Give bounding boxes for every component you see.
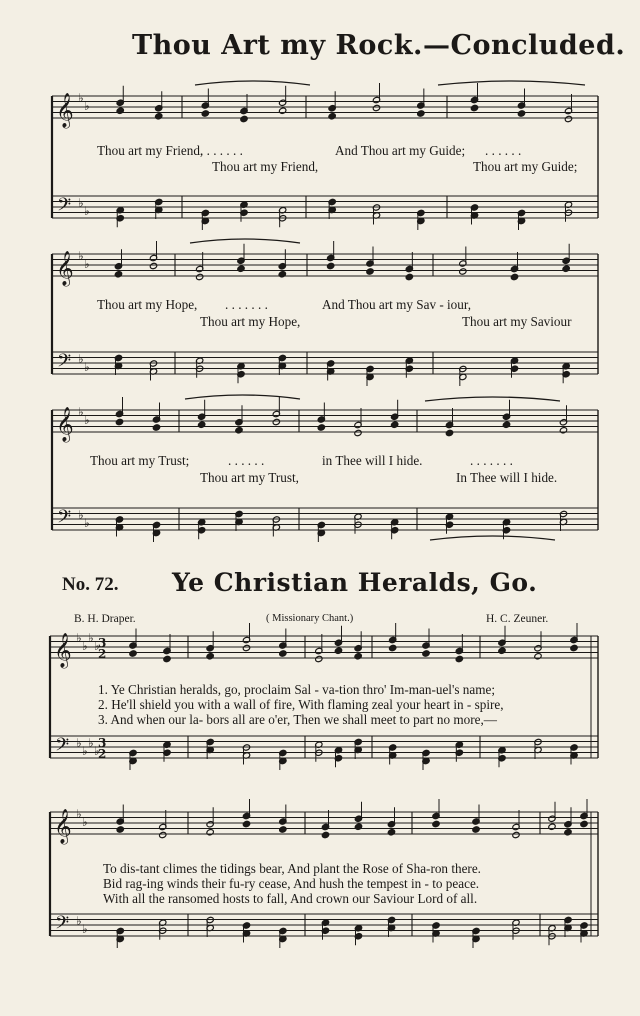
- verse-2-line-2: Bid rag-ing winds their fu-ry cease, And hush the tempest in - to peace.: [103, 876, 480, 891]
- lyric-line: in Thee will I hide.: [322, 453, 423, 468]
- composer-credit: H. C. Zeuner.: [486, 613, 549, 625]
- note-head: [152, 424, 160, 431]
- treble-clef: 𝄞: [56, 251, 74, 286]
- flat-sign: ♭: [76, 914, 82, 928]
- hymn-number: No. 72.: [62, 574, 119, 595]
- note-head: [242, 644, 250, 651]
- note-head: [240, 115, 248, 122]
- lyric-line: . . . . . . .: [470, 453, 513, 468]
- note-head: [155, 113, 163, 120]
- slur: [425, 397, 560, 401]
- author-credit: B. H. Draper.: [74, 613, 136, 625]
- time-signature: 3: [98, 736, 107, 750]
- page-title: Thou Art my Rock.—Concluded.: [132, 30, 626, 61]
- note-head: [564, 115, 572, 122]
- lyric-line: Thou art my Friend,: [97, 143, 204, 158]
- note-head: [459, 268, 467, 275]
- note-head: [570, 644, 578, 651]
- slur: [185, 395, 300, 399]
- slur: [190, 239, 300, 243]
- note-head: [432, 820, 440, 827]
- note-head: [517, 110, 525, 117]
- note-head: [196, 273, 204, 280]
- flat-sign: ♭: [84, 204, 90, 218]
- verse-3-line-2: With all the ransomed hosts to fall, And crown our Saviour Lord of all.: [103, 891, 478, 906]
- treble-clef: 𝄞: [56, 407, 74, 442]
- verse-3-line-1: 3. And when our la- bors all are o'er, Then we shall meet to part no more,—: [98, 712, 497, 727]
- note-head: [279, 826, 287, 833]
- bass-clef: 𝄢: [57, 351, 72, 376]
- flat-sign: ♭: [82, 639, 88, 653]
- flat-sign: ♭: [78, 508, 84, 522]
- note-head: [455, 655, 463, 662]
- verse-1-line-1: 1. Ye Christian heralds, go, proclaim Sal - va-tion thro' Im-man-uel's name;: [98, 682, 496, 697]
- flat-sign: ♭: [76, 736, 82, 750]
- note-head: [115, 418, 123, 425]
- slur: [195, 81, 310, 85]
- bass-clef: 𝄢: [57, 195, 72, 220]
- note-head: [116, 107, 124, 114]
- note-head: [472, 826, 480, 833]
- lyric-line: And Thou art my Guide;: [335, 143, 466, 158]
- note-head: [580, 820, 588, 827]
- note-head: [564, 829, 572, 836]
- lyric-line: . . . . . .: [485, 143, 522, 158]
- note-head: [206, 829, 214, 836]
- note-head: [422, 650, 430, 657]
- lyric-line: Thou art my Trust,: [200, 470, 299, 485]
- note-head: [206, 653, 214, 660]
- slur: [430, 536, 555, 540]
- treble-clef: 𝄞: [56, 93, 74, 128]
- bass-clef: 𝄢: [55, 735, 70, 760]
- verse-2-line-1: 2. He'll shield you with a wall of fire, With flaming zeal your heart in - spire,: [98, 697, 504, 712]
- flat-sign: ♭: [84, 257, 90, 271]
- flat-sign: ♭: [84, 516, 90, 530]
- note-head: [237, 265, 245, 272]
- note-head: [405, 273, 413, 280]
- bass-clef: 𝄢: [57, 507, 72, 532]
- note-head: [278, 271, 286, 278]
- flat-sign: ♭: [78, 352, 84, 366]
- lyric-line: Thou art my Trust;: [90, 453, 190, 468]
- note-head: [163, 655, 171, 662]
- flat-sign: ♭: [84, 360, 90, 374]
- slur: [438, 81, 585, 85]
- lyric-line: Thou art my Friend,: [212, 159, 319, 174]
- note-head: [366, 268, 374, 275]
- verse-1-line-2: To dis-tant climes the tidings bear, And plant the Rose of Sha-ron there.: [103, 861, 481, 876]
- note-head: [548, 823, 556, 830]
- lyric-line: Thou art my Hope,: [200, 314, 301, 329]
- treble-clef: 𝄞: [54, 809, 72, 844]
- note-head: [559, 427, 567, 434]
- note-head: [317, 424, 325, 431]
- note-head: [510, 273, 518, 280]
- time-signature: 2: [98, 747, 107, 761]
- lyric-line: Thou art my Hope,: [97, 297, 198, 312]
- lyric-line: In Thee will I hide.: [456, 470, 558, 485]
- time-signature: 3: [98, 636, 107, 650]
- note-head: [512, 831, 520, 838]
- flat-sign: ♭: [88, 631, 94, 645]
- note-head: [372, 104, 380, 111]
- note-head: [272, 418, 280, 425]
- lyric-line: . . . . . . .: [200, 143, 243, 158]
- note-head: [279, 650, 287, 657]
- flat-sign: ♭: [94, 639, 100, 653]
- tune-name: ( Missionary Chant.): [266, 613, 354, 624]
- note-head: [417, 110, 425, 117]
- note-head: [354, 429, 362, 436]
- note-head: [159, 831, 167, 838]
- flat-sign: ♭: [82, 744, 88, 758]
- note-head: [321, 831, 329, 838]
- note-head: [354, 823, 362, 830]
- flat-sign: ♭: [94, 744, 100, 758]
- note-head: [328, 113, 336, 120]
- note-head: [387, 829, 395, 836]
- note-head: [334, 647, 342, 654]
- note-head: [562, 265, 570, 272]
- note-head: [315, 655, 323, 662]
- flat-sign: ♭: [88, 736, 94, 750]
- note-head: [391, 421, 399, 428]
- flat-sign: ♭: [78, 91, 84, 105]
- note-head: [149, 262, 157, 269]
- flat-sign: ♭: [82, 815, 88, 829]
- note-head: [114, 271, 122, 278]
- lyric-line: . . . . . . .: [225, 297, 268, 312]
- lyric-line: And Thou art my Sav - iour,: [322, 297, 472, 312]
- flat-sign: ♭: [76, 631, 82, 645]
- note-head: [389, 644, 397, 651]
- note-head: [116, 826, 124, 833]
- note-head: [470, 104, 478, 111]
- flat-sign: ♭: [78, 196, 84, 210]
- flat-sign: ♭: [84, 99, 90, 113]
- note-head: [534, 653, 542, 660]
- lyric-line: . . . . . .: [228, 453, 265, 468]
- flat-sign: ♭: [82, 922, 88, 936]
- flat-sign: ♭: [78, 405, 84, 419]
- bass-clef: 𝄢: [55, 913, 70, 938]
- note-head: [279, 107, 287, 114]
- note-head: [235, 427, 243, 434]
- flat-sign: ♭: [76, 807, 82, 821]
- note-head: [198, 421, 206, 428]
- note-head: [502, 421, 510, 428]
- hymn-title: Ye Christian Heralds, Go.: [172, 568, 538, 597]
- lyric-line: Thou art my Guide;: [473, 159, 578, 174]
- flat-sign: ♭: [78, 249, 84, 263]
- treble-clef: 𝄞: [54, 633, 72, 668]
- note-head: [242, 820, 250, 827]
- note-head: [498, 647, 506, 654]
- note-head: [445, 429, 453, 436]
- note-head: [354, 653, 362, 660]
- note-head: [201, 110, 209, 117]
- time-signature: 2: [98, 647, 107, 661]
- note-head: [327, 262, 335, 269]
- flat-sign: ♭: [84, 413, 90, 427]
- note-head: [129, 650, 137, 657]
- lyric-line: Thou art my Saviour: [462, 314, 572, 329]
